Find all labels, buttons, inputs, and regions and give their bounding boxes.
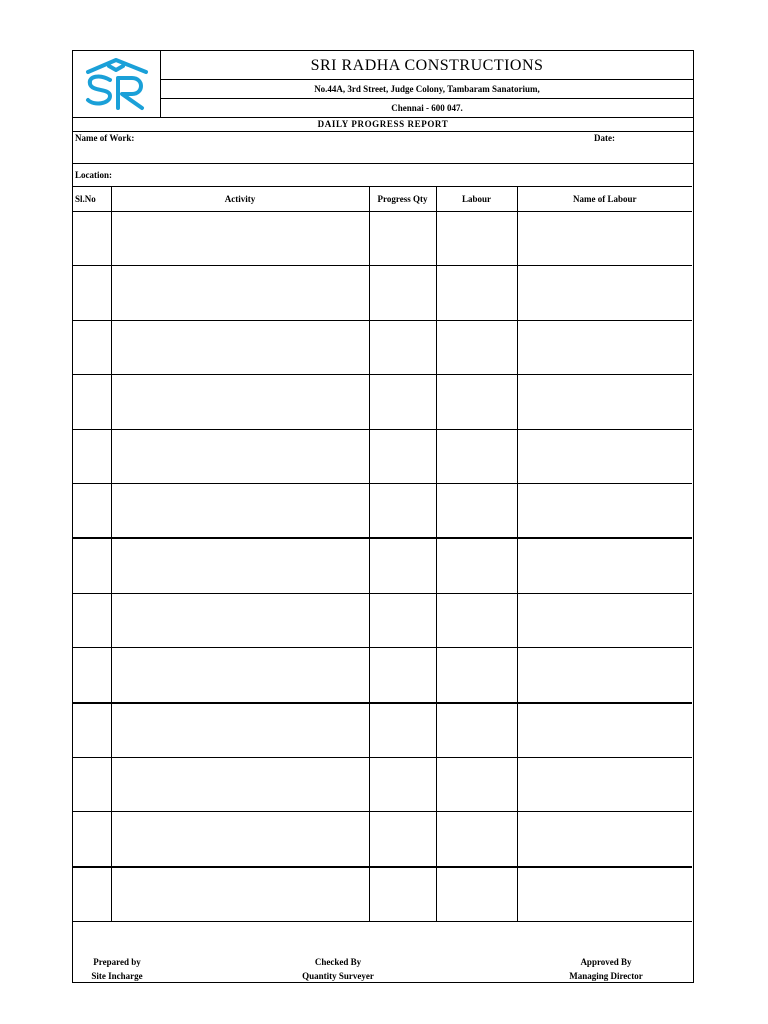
activity-cell (111, 375, 369, 429)
labour-cell (436, 429, 517, 483)
location-label: Location: (75, 170, 112, 180)
progress-qty-cell (369, 867, 436, 922)
company-address-line1: No.44A, 3rd Street, Judge Colony, Tambaram Sanatorium, (161, 80, 693, 99)
sl-no-cell (73, 320, 111, 374)
name-of-labour-cell (517, 593, 692, 647)
name-of-labour-cell (517, 212, 692, 266)
report-title: DAILY PROGRESS REPORT (317, 119, 449, 129)
prepared-by-signature (77, 955, 157, 983)
company-name: SRI RADHA CONSTRUCTIONS (161, 51, 693, 80)
progress-qty-cell (369, 812, 436, 867)
sl-no-cell (73, 703, 111, 758)
labour-cell (436, 812, 517, 867)
sl-no-cell (73, 593, 111, 647)
checked-by-signature (283, 955, 393, 983)
sl-no-cell (73, 757, 111, 811)
labour-cell (436, 648, 517, 703)
progress-qty-cell (369, 648, 436, 703)
signature-title: Managing Director (569, 971, 643, 981)
labour-cell (436, 320, 517, 374)
sl-no-cell (73, 648, 111, 703)
activity-cell (111, 429, 369, 483)
signature-role: Approved By (580, 957, 632, 967)
approved-by-signature (551, 955, 661, 983)
name-of-labour-cell (517, 483, 692, 538)
table-row (73, 593, 692, 647)
name-of-labour-cell (517, 429, 692, 483)
activity-cell (111, 483, 369, 538)
progress-qty-cell (369, 593, 436, 647)
name-of-labour-cell (517, 703, 692, 758)
sl-no-cell (73, 867, 111, 922)
signature-role: Prepared by (93, 957, 141, 967)
date-label: Date: (594, 133, 615, 143)
table-row (73, 375, 692, 429)
progress-qty-cell (369, 429, 436, 483)
sl-no-cell (73, 266, 111, 320)
table-row (73, 429, 692, 483)
table-row (73, 703, 692, 758)
labour-cell (436, 375, 517, 429)
name-of-labour-cell (517, 320, 692, 374)
signature-role: Checked By (314, 957, 362, 967)
progress-qty-cell (369, 375, 436, 429)
column-header-activity: Activity (111, 187, 369, 212)
column-header-progress-qty: Progress Qty (369, 187, 436, 212)
name-of-labour-cell (517, 648, 692, 703)
table-row (73, 538, 692, 593)
sl-no-cell (73, 429, 111, 483)
labour-cell (436, 483, 517, 538)
name-of-labour-cell (517, 375, 692, 429)
activity-cell (111, 703, 369, 758)
labour-cell (436, 867, 517, 922)
activity-cell (111, 648, 369, 703)
activity-cell (111, 867, 369, 922)
sl-no-cell (73, 812, 111, 867)
progress-qty-cell (369, 320, 436, 374)
sl-no-cell (73, 212, 111, 266)
labour-cell (436, 757, 517, 811)
company-logo (73, 51, 161, 117)
name-of-labour-cell (517, 812, 692, 867)
progress-qty-cell (369, 703, 436, 758)
sl-no-cell (73, 483, 111, 538)
name-of-labour-cell (517, 266, 692, 320)
activity-cell (111, 812, 369, 867)
name-of-work-label: Name of Work: (75, 133, 135, 143)
activity-cell (111, 212, 369, 266)
progress-qty-cell (369, 483, 436, 538)
activity-cell (111, 757, 369, 811)
sr-house-logo-icon (82, 56, 152, 112)
table-row (73, 320, 692, 374)
progress-qty-cell (369, 757, 436, 811)
table-row (73, 867, 692, 922)
divider (73, 131, 693, 132)
table-row (73, 812, 692, 867)
labour-cell (436, 266, 517, 320)
labour-cell (436, 212, 517, 266)
column-header-labour: Labour (436, 187, 517, 212)
table-row (73, 212, 692, 266)
labour-cell (436, 593, 517, 647)
table-header-row (73, 187, 692, 212)
sl-no-cell (73, 538, 111, 593)
name-of-labour-cell (517, 538, 692, 593)
signature-title: Site Incharge (91, 971, 143, 981)
sl-no-cell (73, 375, 111, 429)
progress-report-sheet (72, 50, 694, 983)
name-of-labour-cell (517, 867, 692, 922)
name-of-labour-cell (517, 757, 692, 811)
table-row (73, 648, 692, 703)
progress-qty-cell (369, 538, 436, 593)
activity-cell (111, 593, 369, 647)
table-row (73, 266, 692, 320)
progress-qty-cell (369, 212, 436, 266)
table-row (73, 483, 692, 538)
activity-cell (111, 538, 369, 593)
labour-cell (436, 538, 517, 593)
table-row (73, 757, 692, 811)
activity-cell (111, 320, 369, 374)
activity-table (73, 186, 692, 922)
signature-title: Quantity Surveyer (302, 971, 374, 981)
progress-qty-cell (369, 266, 436, 320)
company-address-line2: Chennai - 600 047. (391, 103, 463, 113)
activity-cell (111, 266, 369, 320)
column-header-sl-no: Sl.No (73, 187, 111, 212)
divider (73, 163, 693, 164)
labour-cell (436, 703, 517, 758)
column-header-name-of-labour: Name of Labour (517, 187, 692, 212)
